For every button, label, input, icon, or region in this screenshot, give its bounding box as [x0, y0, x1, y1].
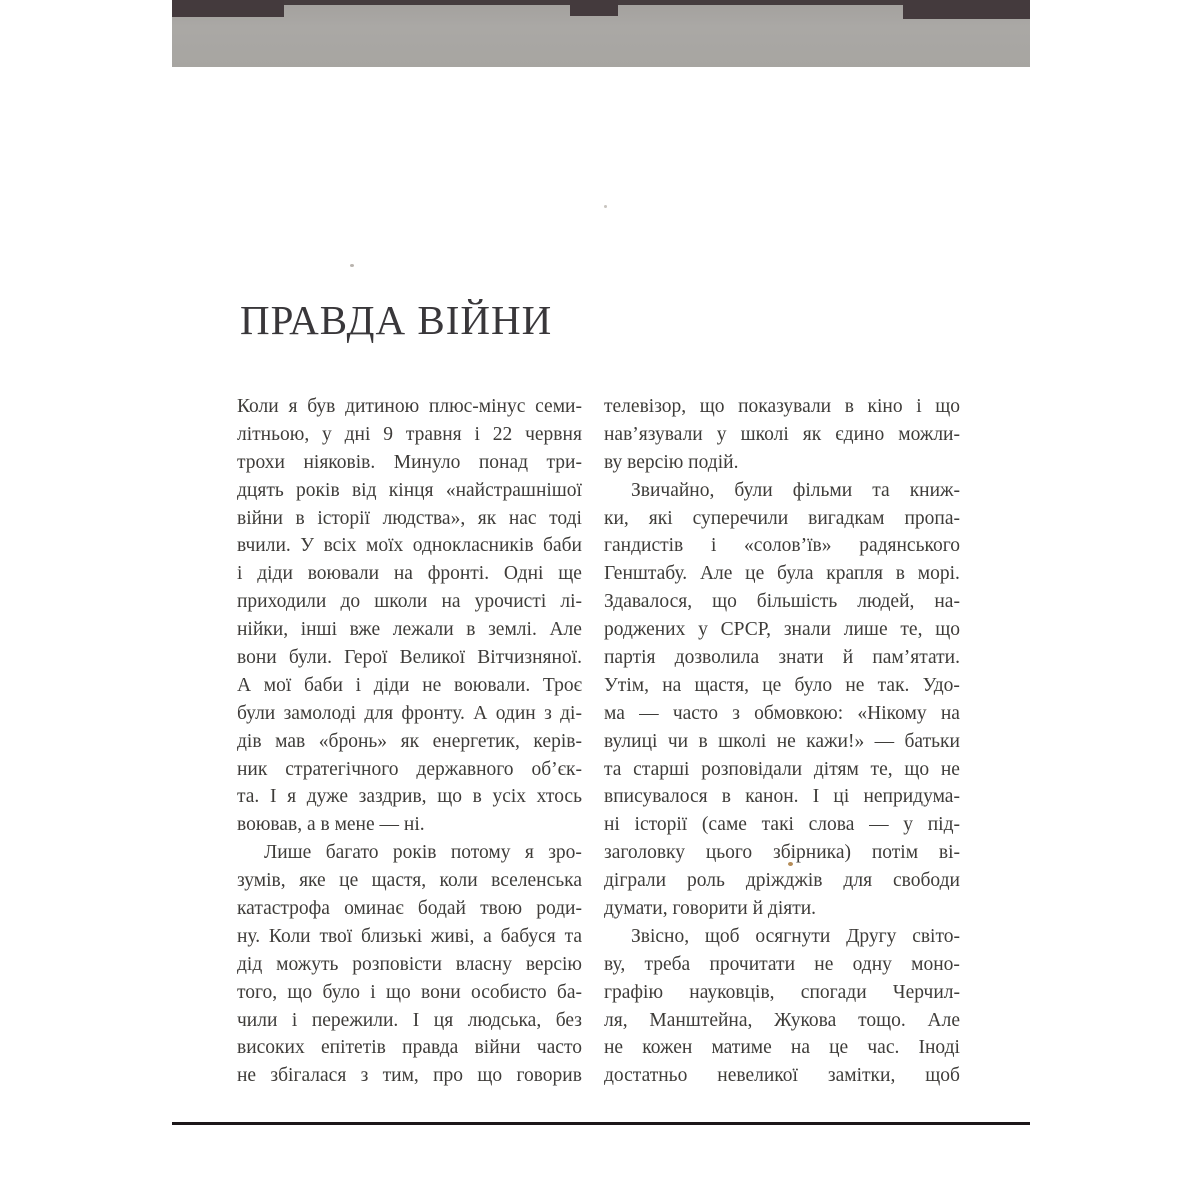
binding-tab-middle — [570, 0, 618, 16]
text-line: Здавалося, що більшість людей, на- — [604, 591, 960, 613]
text-line: ву, треба прочитати не одну моно- — [604, 953, 960, 975]
binding-tab-right — [903, 0, 1030, 19]
text-line: роджених у СРСР, знали лише те, що — [604, 619, 960, 641]
text-line: ні історії (саме такі слова — у під- — [604, 814, 960, 836]
text-line: ки, які суперечили вигадкам пропа- — [604, 507, 960, 529]
text-line: і діди воювали на фронті. Одні ще — [237, 563, 582, 585]
text-line: нійки, інші вже лежали в землі. Але — [237, 619, 582, 641]
text-line: та. І я дуже заздрив, що в усіх хтось — [237, 786, 582, 808]
text-line: війни в історії людства», як нас тоді — [237, 507, 582, 529]
text-line: графію науковців, спогади Черчил- — [604, 981, 960, 1003]
text-line: достатньо невеликої замітки, щоб — [604, 1065, 960, 1087]
text-line: ма — часто з обмовкою: «Нікому на — [604, 702, 960, 724]
text-line: чили і пережили. І ця людська, без — [237, 1009, 582, 1031]
text-line: Коли я був дитиною плюс-мінус семи- — [237, 396, 582, 417]
page-bottom-dark-band — [172, 1122, 1030, 1203]
text-line: ну. Коли твої близькі живі, а бабуся та — [237, 925, 582, 947]
text-line: воював, а в мене — ні. — [237, 814, 425, 836]
text-line: А мої баби і діди не воювали. Троє — [237, 674, 582, 696]
text-line: вписувалося в канон. І ці непридума- — [604, 786, 960, 808]
text-line: та старші розповідали дітям те, що не — [604, 758, 960, 780]
text-line: думати, говорити й діяти. — [604, 898, 817, 920]
text-line: приходили до школи на урочисті лі- — [237, 591, 582, 613]
text-line: ник стратегічного державного об’єк- — [237, 758, 582, 780]
text-line: високих епітетів правда війни часто — [237, 1037, 582, 1059]
text-line: вулиці чи в школі не кажи!» — батьки — [604, 730, 960, 752]
text-line: ля, Манштейна, Жукова тощо. Але — [604, 1009, 960, 1031]
text-line: діграли роль дріжджів для свободи — [604, 870, 960, 892]
text-line: зумів, яке це щастя, коли вселенська — [237, 870, 582, 892]
text-line: вони були. Герої Великої Вітчизняної. — [237, 647, 582, 669]
text-line: того, що було і що вони особисто ба- — [237, 981, 582, 1003]
text-line: Утім, на щастя, це було не так. Удо- — [604, 674, 960, 696]
text-column-right — [604, 393, 960, 1090]
text-line: заголовку цього збірника) потім ві- — [604, 842, 960, 864]
text-line: не кожен матиме на це час. Іноді — [604, 1037, 960, 1059]
text-line: Звичайно, були фільми та книж- — [631, 479, 960, 501]
text-column-left — [237, 393, 582, 1090]
text-line: ву версію подій. — [604, 451, 739, 473]
text-line: нав’язували у школі як єдино можли- — [604, 423, 960, 445]
scan-speck — [350, 264, 354, 267]
text-line: катастрофа оминає бодай твою роди- — [237, 898, 582, 920]
text-line: гандистів і «солов’їв» радянського — [604, 535, 960, 557]
text-line: вчили. У всіх моїх однокласників баби — [237, 535, 582, 557]
text-line: Генштабу. Але це була крапля в морі. — [604, 563, 960, 585]
text-line: трохи ніяковів. Минуло понад три- — [237, 451, 582, 473]
text-line: були замолоді для фронту. А один з ді- — [237, 702, 582, 724]
text-line: дід можуть розповісти власну версію — [237, 953, 582, 975]
scan-speck — [604, 205, 607, 208]
text-line: літньою, у дні 9 травня і 22 червня — [237, 423, 582, 445]
text-line: Звісно, щоб осягнути Другу світо- — [631, 925, 960, 947]
text-line: партія дозволила знати й пам’ятати. — [604, 647, 960, 669]
page-title: ПРАВДА ВІЙНИ — [240, 297, 553, 343]
text-line: Лише багато років потому я зро- — [264, 842, 582, 864]
text-line: не збігалася з тим, про що говорив — [237, 1065, 582, 1087]
text-line: дів мав «бронь» як енергетик, керів- — [237, 730, 582, 752]
text-line: телевізор, що показували в кіно і що — [604, 396, 960, 417]
binding-tab-left — [172, 0, 284, 17]
text-line: дцять років від кінця «найстрашнішої — [237, 479, 582, 501]
